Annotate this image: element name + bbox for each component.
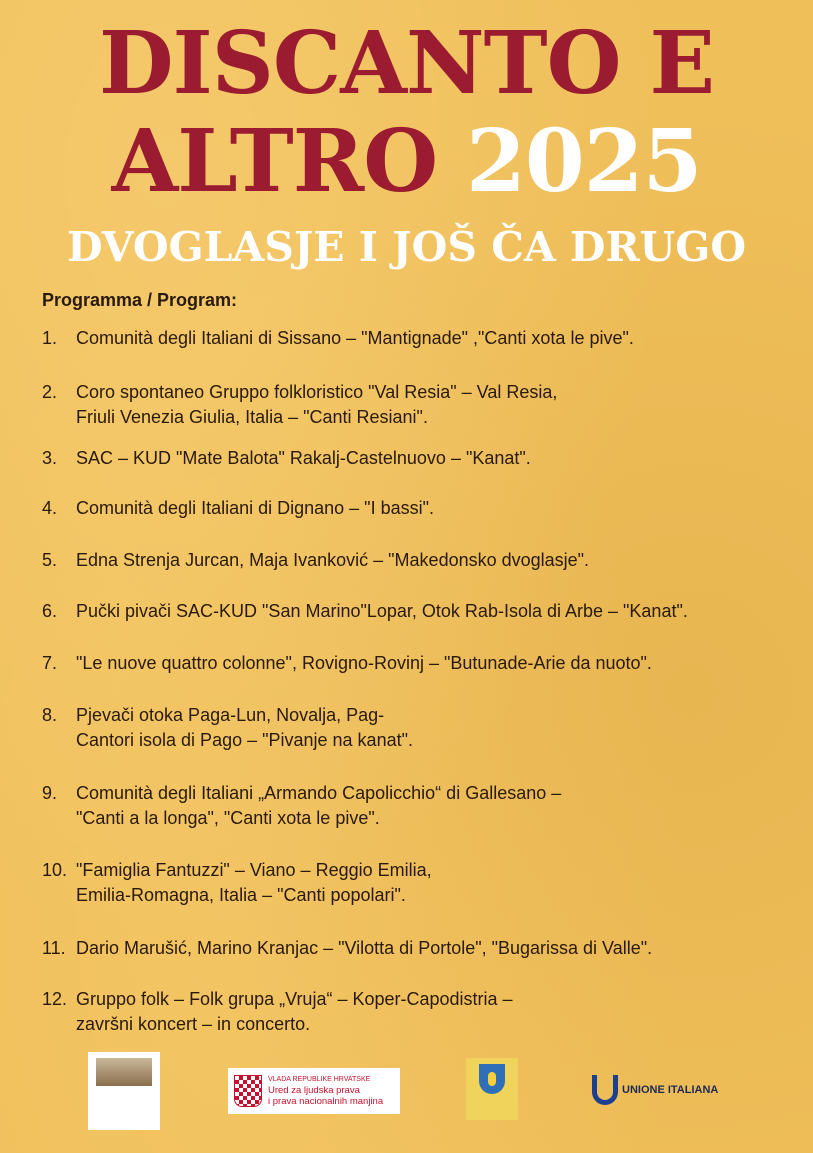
office-name-2: i prava nacionalnih manjina: [268, 1096, 384, 1107]
shield-icon: [479, 1064, 505, 1094]
program-item: [42, 380, 802, 430]
program-item: [42, 781, 802, 831]
croatian-government-logo: [228, 1068, 400, 1114]
program-item: [42, 446, 802, 471]
title-year: 2025: [466, 111, 702, 212]
item-text: Coro spontaneo Gruppo folkloristico "Val Resia" – Val Resia, Friuli Venezia Giulia, Italia – "Canti Resiani".: [76, 382, 558, 427]
unione-name: UNIONE ITALIANA: [622, 1084, 719, 1096]
item-text: Pjevači otoka Paga-Lun, Novalja, Pag- Cantori isola di Pago – "Pivanje na kanat".: [76, 705, 413, 750]
unione-italiana-logo: [592, 1070, 732, 1110]
item-number: 2.: [42, 382, 58, 402]
item-number: 10.: [42, 860, 68, 880]
item-text: SAC – KUD "Mate Balota" Rakalj-Castelnuovo – "Kanat".: [76, 448, 531, 468]
item-number: 4.: [42, 498, 58, 518]
item-number: 9.: [42, 783, 58, 803]
program-item: [42, 703, 802, 753]
program-item: [42, 599, 802, 624]
item-text: Pučki pivači SAC-KUD "San Marino"Lopar, Otok Rab-Isola di Arbe – "Kanat".: [76, 601, 688, 621]
subtitle: DVOGLASJE I JOŠ ČA DRUGO: [66, 223, 747, 271]
item-number: 8.: [42, 705, 58, 725]
item-number: 5.: [42, 550, 58, 570]
item-number: 1.: [42, 328, 58, 348]
title-line-2: [0, 112, 813, 212]
item-text: Comunità degli Italiani di Dignano – "I bassi".: [76, 498, 434, 518]
item-number: 3.: [42, 448, 58, 468]
program-item: [42, 326, 802, 351]
item-text: "Famiglia Fantuzzi" – Viano – Reggio Emilia, Emilia-Romagna, Italia – "Canti popolari".: [76, 860, 432, 905]
program-item: [42, 651, 802, 676]
title-altro: ALTRO: [111, 111, 438, 212]
building-image: [96, 1058, 152, 1086]
item-text: Gruppo folk – Folk grupa „Vruja“ – Koper-Capodistria – završni koncert – in concerto.: [76, 989, 513, 1034]
program-item: [42, 936, 802, 961]
program-item: [42, 548, 802, 573]
comunita-sissano-logo: [88, 1052, 160, 1130]
program-heading: Programma / Program:: [42, 290, 238, 310]
item-number: 11.: [42, 938, 66, 958]
program-item: [42, 496, 802, 521]
item-text: Comunità degli Italiani „Armando Capolicchio“ di Gallesano – "Canti a la longa", "Canti xota le pive".: [76, 783, 562, 828]
item-text: Comunità degli Italiani di Sissano – "Mantignade" ,"Canti xota le pive".: [76, 328, 634, 348]
item-text: Dario Marušić, Marino Kranjac – "Vilotta di Portole", "Bugarissa di Valle".: [76, 938, 653, 958]
office-name-1: Ured za ljudska prava: [268, 1085, 360, 1096]
item-number: 12.: [42, 989, 68, 1009]
item-number: 6.: [42, 601, 58, 621]
unione-u-icon: [592, 1075, 618, 1105]
program-item: [42, 858, 802, 908]
program-item: [42, 987, 802, 1037]
croatian-coat-of-arms-icon: [234, 1075, 262, 1107]
title-line-1: DISCANTO E: [98, 13, 715, 114]
item-number: 7.: [42, 653, 58, 673]
item-text: Edna Strenja Jurcan, Maja Ivanković – "Makedonsko dvoglasje".: [76, 550, 590, 570]
item-text: "Le nuove quattro colonne", Rovigno-Rovinj – "Butunade-Arie da nuoto".: [76, 653, 652, 673]
gov-name: VLADA REPUBLIKE HRVATSKE: [268, 1076, 371, 1083]
sponsor-logos: [0, 1050, 813, 1140]
municipality-crest-logo: [466, 1058, 518, 1120]
